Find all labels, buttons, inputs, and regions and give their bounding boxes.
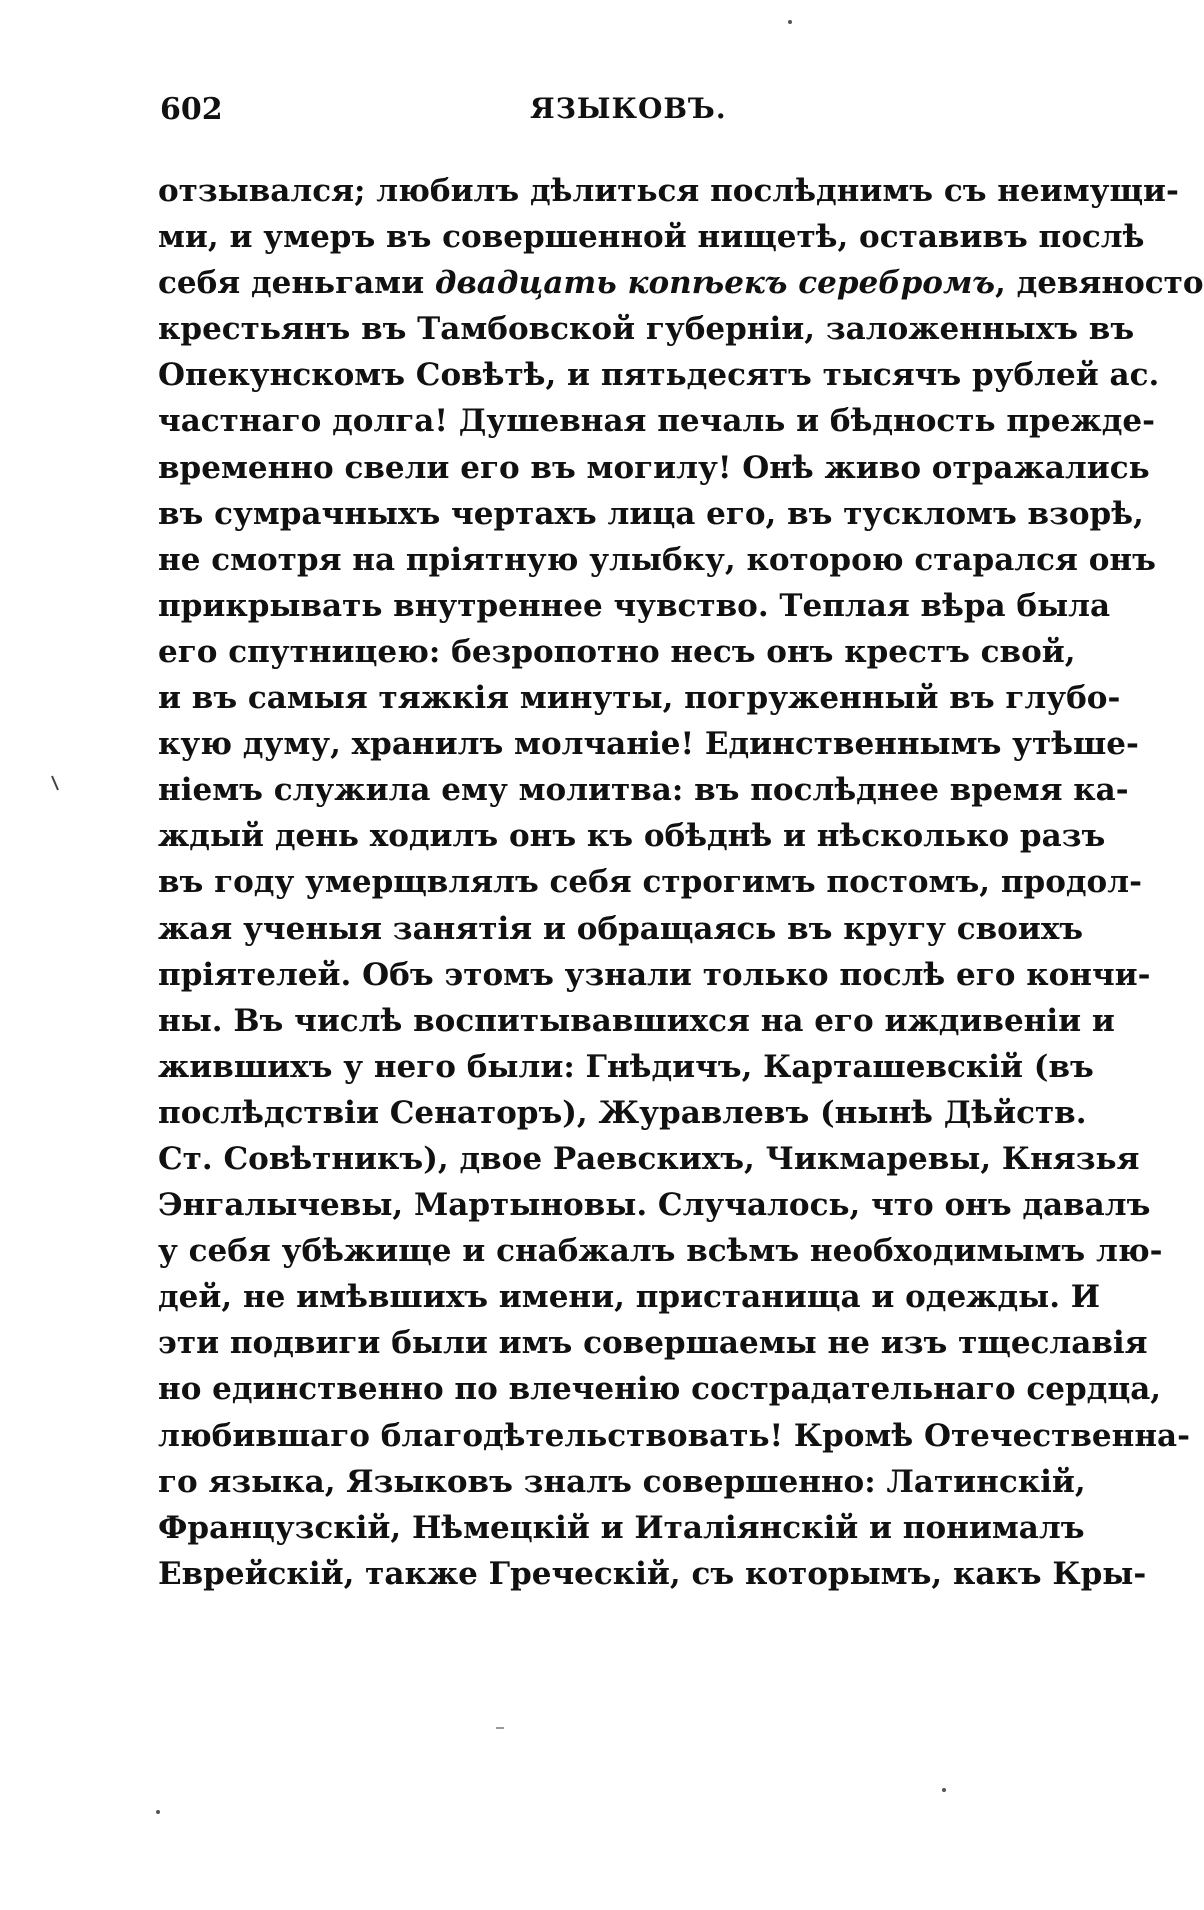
text-line: Ст. Совѣтникъ), двое Раевскихъ, Чикмаревы, Князья — [158, 1140, 1140, 1177]
text-line: Энгалычевы, Мартыновы. Случалось, что онъ давалъ — [158, 1187, 1151, 1224]
text-line: его спутницею: безропотно несъ онъ крестъ свой, — [158, 633, 1076, 670]
text-line: го языка, Языковъ зналъ совершенно: Латинскій, — [158, 1463, 1086, 1500]
text-line: въ сумрачныхъ чертахъ лица его, въ тускломъ взорѣ, — [158, 495, 1144, 532]
text-line: себя деньгами двадцать копѣекъ серебромъ, девяносто — [158, 265, 1204, 302]
body-text — [158, 168, 1204, 1597]
text-line: ны. Въ числѣ воспитывавшихся на его иждивеніи и — [158, 1002, 1115, 1039]
text-line: и въ самыя тяжкія минуты, погруженный въ глубо- — [158, 680, 1121, 717]
text-line: ми, и умеръ въ совершенной нищетѣ, оставивъ послѣ — [158, 219, 1145, 256]
text-line: Опекунскомъ Совѣтѣ, и пятьдесятъ тысячъ рублей ас. — [158, 357, 1160, 394]
text-line: дей, не имѣвшихъ имени, пристанища и одежды. И — [158, 1279, 1101, 1316]
text-line: отзывался; любилъ дѣлиться послѣднимъ съ неимущи- — [158, 173, 1179, 209]
text-line: жая ученыя занятія и обращаясь въ кругу своихъ — [158, 910, 1084, 947]
text-line: ніемъ служила ему молитва: въ послѣднее время ка- — [158, 772, 1129, 809]
text-line: кую думу, хранилъ молчаніе! Единственнымъ утѣше- — [158, 726, 1139, 763]
text-line: жившихъ у него были: Гнѣдичъ, Карташевскій (въ — [158, 1048, 1094, 1085]
text-line: въ году умерщвлялъ себя строгимъ постомъ, продол- — [158, 864, 1142, 901]
italic-phrase: двадцать копѣекъ серебромъ — [434, 265, 995, 302]
text-line: Еврейскій, также Греческій, съ которымъ, какъ Кры- — [158, 1555, 1147, 1592]
text-line: у себя убѣжище и снабжалъ всѣмъ необходимымъ лю- — [158, 1233, 1163, 1270]
running-head: ЯЗЫКОВЪ. — [530, 92, 727, 125]
text-line: не смотря на пріятную улыбку, которою старался онъ — [158, 541, 1156, 578]
text-line: частнаго долга! Душевная печаль и бѣдность прежде- — [158, 403, 1155, 440]
text-line: крестьянъ въ Тамбовской губерніи, заложенныхъ въ — [158, 311, 1135, 348]
page-number: 602 — [160, 92, 223, 127]
speck-mark — [52, 776, 58, 790]
text-line: пріятелей. Объ этомъ узнали только послѣ его кончи- — [158, 956, 1151, 993]
text-line: послѣдствіи Сенаторъ), Журавлевъ (нынѣ Дѣйств. — [158, 1094, 1087, 1131]
text-line: временно свели его въ могилу! Онѣ живо отражались — [158, 449, 1150, 486]
text-line: ждый день ходилъ онъ къ обѣднѣ и нѣсколько разъ — [158, 818, 1106, 855]
page-header — [160, 92, 1060, 142]
text-line: но единственно по влеченію сострадательнаго сердца, — [158, 1371, 1162, 1408]
text-line: прикрывать внутреннее чувство. Теплая вѣра была — [158, 587, 1111, 624]
speck-mark — [942, 1788, 946, 1792]
speck-mark — [156, 1810, 160, 1814]
text-line: любившаго благодѣтельствовать! Кромѣ Отечественна- — [158, 1417, 1190, 1454]
text-line: эти подвиги были имъ совершаемы не изъ тщеславія — [158, 1325, 1148, 1362]
speck-mark — [788, 20, 792, 24]
text-line: Французскій, Нѣмецкій и Италіянскій и понималъ — [158, 1509, 1085, 1546]
